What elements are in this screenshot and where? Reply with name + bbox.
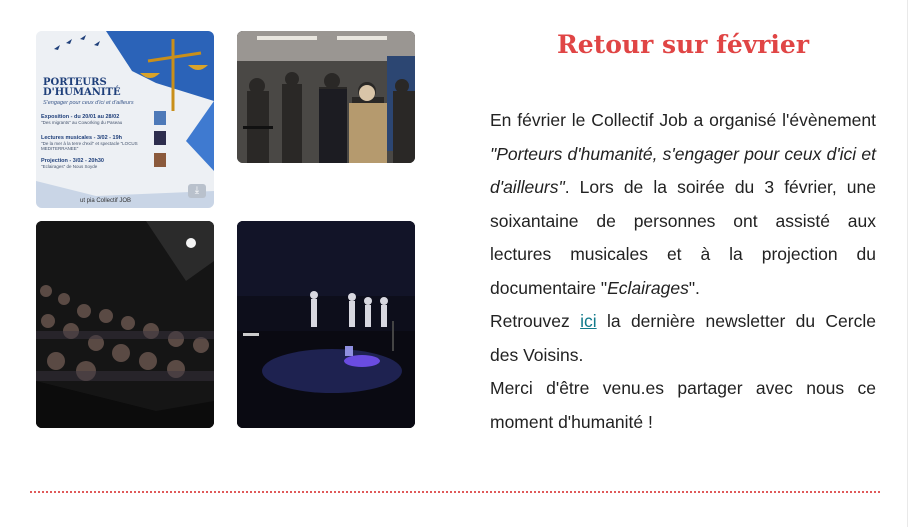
page-edge-rule — [907, 0, 908, 527]
poster-exposition — [41, 114, 149, 125]
stage-performance-photo[interactable] — [237, 221, 415, 428]
poster-lectures — [41, 135, 149, 151]
paragraph-event-middle: . Lors de la soirée du 3 février, une soixantaine de personnes ont assisté aux lectures musicales et à la projection du documentaire " — [490, 177, 876, 298]
audience-photo-artwork — [36, 221, 214, 428]
section-title: Retour sur février — [556, 30, 809, 59]
paragraph-event-intro: En février le Collectif Job a organisé l'évènement — [490, 110, 876, 130]
paragraph-newsletter-end: la dernière newsletter du Cercle des Voisins. — [490, 311, 876, 365]
article-body — [490, 104, 876, 439]
poster-subtitle: S'engager pour ceux d'ici et d'ailleurs — [43, 100, 134, 106]
poster-lectures-detail: "De la mer à la terre d'exil" et spectacle "LOCUS MEDITERRANEE" — [41, 141, 138, 151]
paragraph-event — [490, 104, 876, 305]
crowd-photo-artwork — [237, 31, 415, 163]
poster-lectures-title: Lectures musicales - 3/02 - 19h — [41, 135, 123, 141]
event-name: "Porteurs d'humanité, s'engager pour ceux d'ici et d'ailleurs" — [490, 143, 876, 197]
poster-exposition-title: Exposition - du 20/01 au 28/02 — [41, 114, 120, 120]
stage-photo-artwork — [237, 221, 415, 428]
download-icon[interactable]: ⤓ — [188, 184, 206, 198]
poster-projection-detail: "Eclairages" de Nous Soyde — [41, 164, 98, 169]
section-divider — [30, 491, 880, 493]
exhibition-crowd-photo[interactable] — [237, 31, 415, 163]
poster-sponsors: ut pia Collectif JOB — [80, 198, 132, 204]
poster-projection — [41, 158, 149, 169]
paragraph-newsletter — [490, 305, 876, 372]
paragraph-event-end: ". — [688, 277, 700, 298]
poster-exposition-detail: "Des migrants" au Coworking du Paseau — [41, 120, 123, 125]
event-poster-image[interactable] — [36, 31, 214, 208]
poster-projection-title: Projection - 3/02 - 20h30 — [41, 158, 104, 164]
paragraph-newsletter-intro: Retrouvez — [490, 311, 581, 331]
audience-photo[interactable] — [36, 221, 214, 428]
paragraph-thanks: Merci d'être venu.es partager avec nous ce moment d'humanité ! — [490, 378, 876, 432]
film-name: Eclairages — [607, 277, 689, 298]
poster-title: PORTEURS D'HUMANITÉ — [43, 77, 121, 98]
newsletter-link[interactable]: ici — [580, 311, 597, 331]
